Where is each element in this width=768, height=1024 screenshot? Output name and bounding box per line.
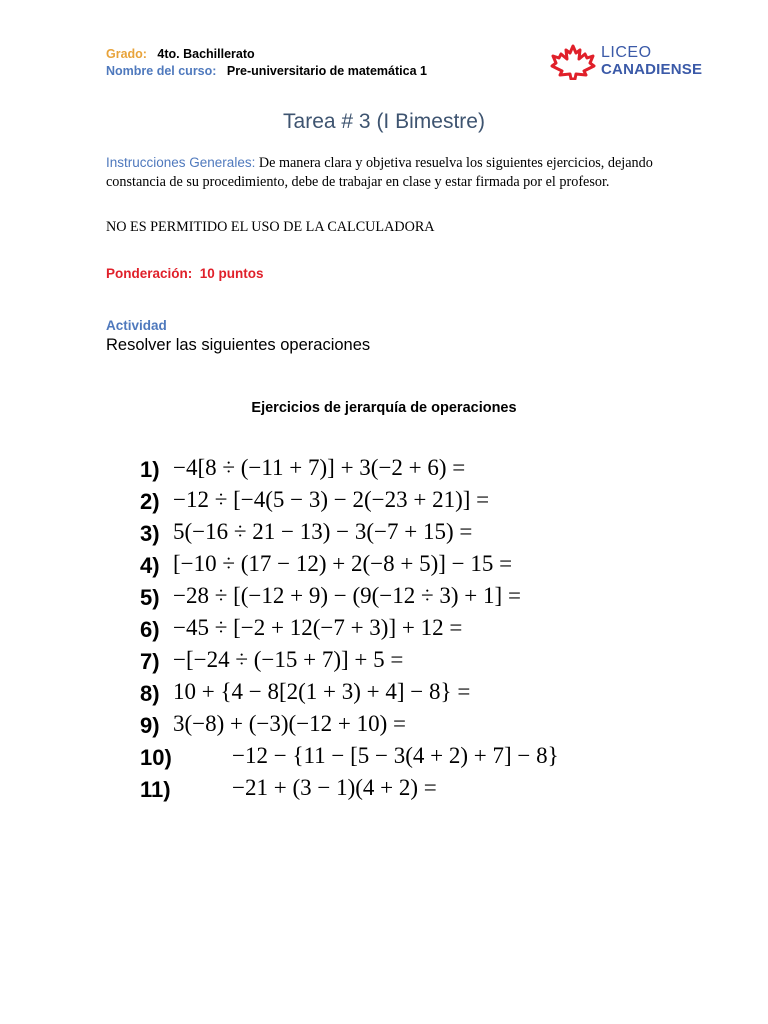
- exercise-expression: −[−24 ÷ (−15 + 7)] + 5 =: [173, 647, 404, 672]
- school-logo: [548, 40, 708, 86]
- weighting-value: 10 puntos: [199, 266, 264, 281]
- exercise-expression: −4[8 ÷ (−11 + 7)] + 3(−2 + 6) =: [173, 455, 466, 480]
- maple-leaf-icon: [548, 44, 598, 80]
- exercise-number: 3): [140, 521, 160, 546]
- exercise-number: 8): [140, 681, 160, 706]
- exercise-number: 5): [140, 585, 160, 610]
- instructions-text: De manera clara y objetiva resuelva los siguientes ejercicios, dejando constancia de su procedimiento, debe de trabajar en clase y estar firmada por el profesor.: [106, 155, 653, 190]
- grade-label: Grado:: [106, 47, 147, 61]
- course-row: [106, 63, 427, 80]
- exercise-number: 11): [140, 777, 171, 802]
- exercise-expression: −12 ÷ [−4(5 − 3) − 2(−23 + 21)] =: [173, 487, 490, 512]
- exercise-number: 4): [140, 553, 160, 578]
- general-instructions: [106, 153, 676, 192]
- exercise-expression: −45 ÷ [−2 + 12(−7 + 3)] + 12 =: [173, 615, 463, 640]
- grade-row: [106, 46, 427, 63]
- course-header: [106, 46, 427, 80]
- activity-label: Actividad: [106, 318, 167, 333]
- exercise-number: 1): [140, 457, 160, 482]
- instructions-label: Instrucciones Generales:: [106, 155, 256, 170]
- exercise-number: 10): [140, 745, 172, 770]
- exercise-expression: [−10 ÷ (17 − 12) + 2(−8 + 5)] − 15 =: [173, 551, 513, 576]
- no-calculator-notice: NO ES PERMITIDO EL USO DE LA CALCULADORA: [106, 219, 435, 235]
- exercise-number: 9): [140, 713, 160, 738]
- page-title: Tarea # 3 (I Bimestre): [283, 110, 485, 133]
- exercise-expression: −28 ÷ [(−12 + 9) − (9(−12 ÷ 3) + 1] =: [173, 583, 521, 608]
- exercises-subtitle: Ejercicios de jerarquía de operaciones: [251, 400, 517, 416]
- activity-text: Resolver las siguientes operaciones: [106, 336, 371, 354]
- exercise-number: 6): [140, 617, 160, 642]
- grade-value: 4to. Bachillerato: [157, 47, 255, 61]
- exercise-expression: −12 − {11 − [5 − 3(4 + 2) + 7] − 8}: [232, 743, 559, 768]
- course-value: Pre-universitario de matemática 1: [226, 64, 427, 78]
- logo-text-liceo: LICEO: [601, 44, 652, 61]
- weighting-label: Ponderación:: [106, 266, 193, 281]
- exercise-expression: −21 + (3 − 1)(4 + 2) =: [232, 775, 437, 800]
- course-label: Nombre del curso:: [106, 64, 217, 78]
- exercise-number: 2): [140, 489, 160, 514]
- logo-text-canadiense: CANADIENSE: [601, 61, 703, 78]
- exercise-expression: 3(−8) + (−3)(−12 + 10) =: [173, 711, 407, 736]
- exercise-expression: 10 + {4 − 8[2(1 + 3) + 4] − 8} =: [173, 679, 471, 704]
- exercise-expression: 5(−16 ÷ 21 − 13) − 3(−7 + 15) =: [173, 519, 473, 544]
- exercise-number: 7): [140, 649, 160, 674]
- weighting: [106, 266, 264, 281]
